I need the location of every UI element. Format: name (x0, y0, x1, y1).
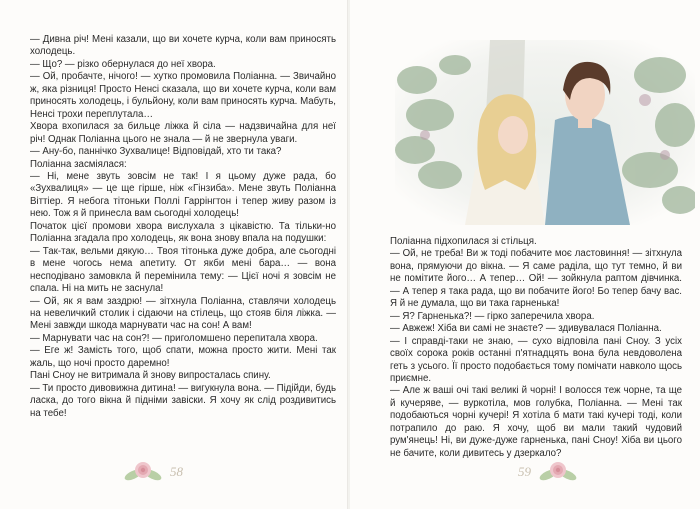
left-page-text (30, 34, 336, 420)
paragraph: — Ану-бо, паннічко Зухвалице! Відповідай, хто ти така? (30, 146, 282, 158)
paragraph: — І справді-таки не знаю, — сухо відповіла пані Сноу. З усіх своїх сорока років останні п'ятнадцять вона була невдоволена геть з усього. Її просто подобається тому помічати навколо щось приємне. (390, 335, 682, 384)
paragraph: — Так-так, вельми дякую… Твоя тітонька дуже добра, але сьогодні в мене чогось нема апетиту. От якби мені бара… — вона несподівано замовкла й перемінила тему: — Цієї ночі я зовсім не спала. Ні на мить не заснула! (30, 245, 336, 295)
paragraph: Хвора вхопилася за бильце ліжка й сіла — надзвичайна для неї річ! Однак Поліанна цього не знала — й не звернула уваги. (30, 121, 336, 145)
paragraph: — Авжеж! Хіба ви самі не знаєте? — здивувалася Поліанна. (390, 323, 662, 335)
paragraph: — Ой, не треба! Ви ж тоді побачите моє ластовиння! — зітхнула вона, прямуючи до вікна. — Я саме раділа, що тут темно, й ви не помітите його… А тепер… Ой! — зойкнула раптом дівчинка. — А тепер я така рада, що ви побачите його! Бо тепер бачу вас. Я й не думала, що ви така гарненька! (390, 248, 682, 310)
page-number: 58 (170, 464, 183, 479)
paragraph: Поліанна засміялася: (30, 158, 127, 170)
rose-ornament-icon (538, 457, 578, 485)
paragraph: Поліанна підхопилася зі стільця. (390, 236, 537, 247)
paragraph: — Дивна річ! Мені казали, що ви хочете курча, коли вам приносять холодець. (30, 34, 336, 58)
paragraph: — Ой, пробачте, нічого! — хутко промовила Поліанна. — Звичайно ж, яка різниця! Просто Ненсі сказала, що ви хочете курча, коли вам приносять холодець, і бульйону, коли вам приносять курча. Мабуть, Ненсі трохи переплутала… (30, 71, 336, 120)
paragraph: — Я? Гарненька?! — гірко заперечила хвора. (390, 310, 595, 322)
paragraph: — Ні, мене звуть зовсім не так! І я цьому дуже рада, бо «Зухвалиця» — це ще гірше, ніж «Гінзиба». Мене звуть Поліанна Віттіер. Я небога тітоньки Поллі Гаррінгтон і тепер живу разом із нею. Тож я й принесла вам сьогодні холодець! (30, 170, 336, 220)
paragraph: — Що? — різко обернулася до неї хвора. (30, 58, 216, 70)
paragraph: Початок цієї промови хвора вислухала з цікавістю. Та тільки-но Поліанна згадала про холодець, як вона знову впала на подушки: (30, 220, 336, 245)
paragraph: Пані Сноу не витримала й знову випросталась спину. (30, 370, 271, 382)
left-page (0, 0, 348, 509)
right-page-text (390, 236, 682, 460)
illustration-girl-and-woman (395, 40, 695, 225)
page-number: 59 (518, 464, 531, 479)
rose-ornament-icon (123, 457, 163, 485)
paragraph: — Еге ж! Замість того, щоб спати, можна просто жити. Мені так жаль, що ночі просто даремно! (30, 345, 336, 369)
paragraph: — Ой, як я вам заздрю! — зітхнула Поліанна, ставлячи холодець на невеличкий столик і сідаючи на стілець, що стояв біля ліжка. — Мені завжди шкода марнувати час на сон! А вам! (30, 295, 336, 332)
right-page (350, 0, 700, 509)
paragraph: — Ти просто дивовижна дитина! — вигукнула вона. — Підійди, будь ласка, до того вікна й підніми завіски. Я хочу як слід роздивитись на тебе! (30, 382, 336, 419)
paragraph: — Марнувати час на сон?! — приголомшено перепитала хвора. (30, 332, 318, 344)
paragraph: — Але ж ваші очі такі великі й чорні! І волосся теж чорне, та ще й кучеряве, — вуркотіла, мов голубка, Поліанна. — Мені так подобаються чорні кучері! Я хотіла б мати такі кучері тоді, коли потрапило до раю. Я хочу, щоб ви мали такий чудовий рум'янець! Ні, ви дуже-дуже гарненька, пані Сноу! Хіба ви цього не бачите, коли дивитесь у дзеркало? (390, 385, 682, 459)
